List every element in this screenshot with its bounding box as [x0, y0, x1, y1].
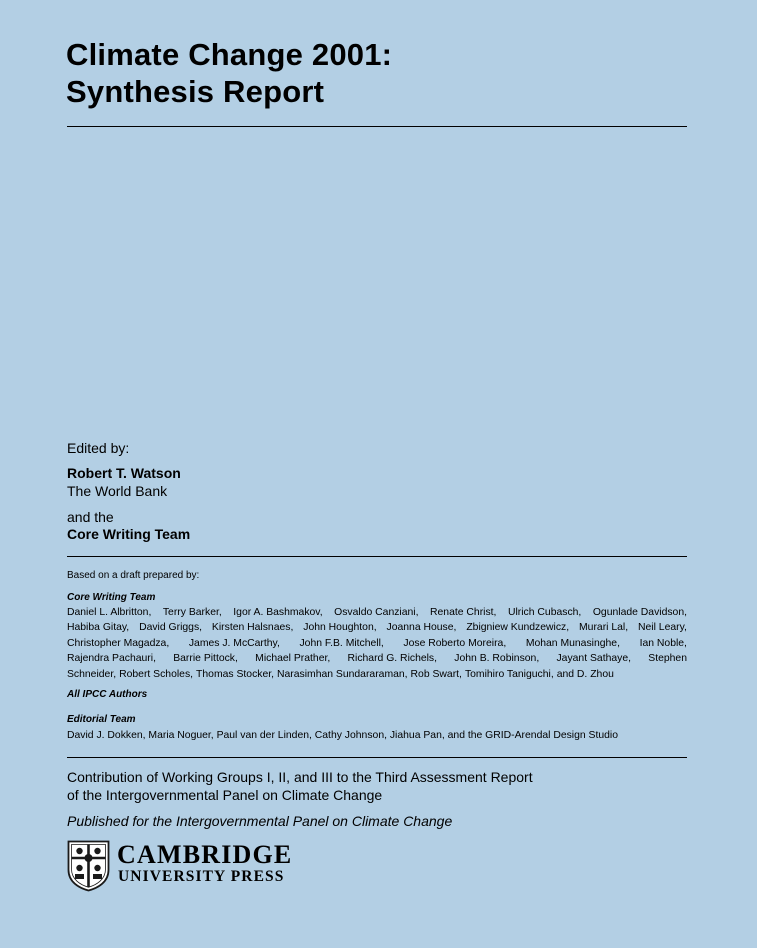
draft-divider	[67, 757, 687, 758]
author-name: Murari Lal,	[579, 622, 629, 634]
author-name: Narasimhan Sundararaman,	[277, 668, 408, 680]
author-name: Schneider,	[67, 668, 117, 680]
core-writing-team-names	[67, 605, 687, 682]
book-title	[66, 36, 686, 110]
author-name: Daniel L. Albritton,	[67, 607, 152, 618]
title-line-2: Synthesis Report	[66, 74, 325, 109]
author-name: Zbigniew Kundzewicz,	[466, 622, 570, 634]
title-divider	[67, 126, 687, 127]
author-name: Kirsten Halsnaes,	[211, 622, 294, 634]
author-name: John B. Robinson,	[454, 653, 540, 665]
author-name: Rajendra Pachauri,	[67, 653, 156, 665]
author-name: David Griggs,	[139, 622, 203, 634]
author-name: Barrie Pittock,	[173, 653, 238, 665]
names-line	[67, 605, 687, 620]
editorial-team-names: David J. Dokken, Maria Noguer, Paul van der Linden, Cathy Johnson, Jiahua Pan, and the GRID-Arendal Design Studio	[67, 730, 619, 741]
author-name: Ian Noble,	[639, 637, 687, 649]
author-name: Neil Leary,	[638, 622, 687, 634]
names-line	[67, 667, 687, 682]
names-line	[67, 620, 687, 635]
and-the-label: and the	[67, 509, 114, 525]
author-name: Rob Swart,	[410, 668, 462, 680]
ipcc-authors-heading: All IPCC Authors	[67, 689, 148, 700]
editor-affiliation: The World Bank	[67, 483, 168, 499]
author-name: Robert Scholes,	[119, 668, 194, 680]
publisher-subtitle: UNIVERSITY PRESS	[118, 868, 285, 885]
author-name: Christopher Magadza,	[67, 637, 170, 649]
author-name: Habiba Gitay,	[67, 622, 130, 634]
title-line-1: Climate Change 2001:	[66, 37, 393, 72]
author-name: John F.B. Mitchell,	[299, 637, 384, 649]
author-name: Mohan Munasinghe,	[525, 637, 620, 649]
author-name: Renate Christ,	[430, 607, 497, 618]
based-on-label: Based on a draft prepared by:	[67, 570, 200, 581]
published-for-line: Published for the Intergovernmental Panel on Climate Change	[67, 813, 453, 829]
author-name: Tomihiro Taniguchi,	[464, 668, 554, 680]
author-name: Richard G. Richels,	[347, 653, 438, 665]
core-writing-team-heading: Core Writing Team	[67, 592, 156, 603]
author-name: Jayant Sathaye,	[556, 653, 631, 665]
contribution-statement	[67, 768, 533, 804]
author-name: Joanna House,	[386, 622, 457, 634]
editors-divider	[67, 556, 687, 557]
names-line	[67, 651, 687, 666]
author-name: Ogunlade Davidson,	[592, 607, 687, 618]
names-line	[67, 636, 687, 651]
cambridge-crest-icon	[67, 840, 110, 892]
contribution-line-2: of the Intergovernmental Panel on Climate Change	[67, 787, 383, 803]
contribution-line-1: Contribution of Working Groups I, II, and III to the Third Assessment Report	[67, 769, 533, 785]
author-name: Stephen	[648, 653, 687, 665]
author-name: John Houghton,	[303, 622, 377, 634]
author-name: Michael Prather,	[255, 653, 331, 665]
author-name: Terry Barker,	[162, 607, 222, 618]
editorial-team-heading: Editorial Team	[67, 714, 136, 725]
publisher-name: CAMBRIDGE	[117, 840, 293, 869]
core-writing-team-label: Core Writing Team	[67, 526, 191, 542]
author-name: and D. Zhou	[556, 668, 614, 680]
author-name: James J. McCarthy,	[188, 637, 280, 649]
edited-by-label: Edited by:	[67, 440, 130, 456]
author-name: Osvaldo Canziani,	[334, 607, 419, 618]
author-name: Jose Roberto Moreira,	[403, 637, 507, 649]
author-name: Ulrich Cubasch,	[507, 607, 582, 618]
cambridge-university-press-logo	[67, 840, 317, 896]
author-name: Thomas Stocker,	[196, 668, 275, 680]
author-name: Igor A. Bashmakov,	[233, 607, 323, 618]
editor-name: Robert T. Watson	[67, 465, 181, 481]
